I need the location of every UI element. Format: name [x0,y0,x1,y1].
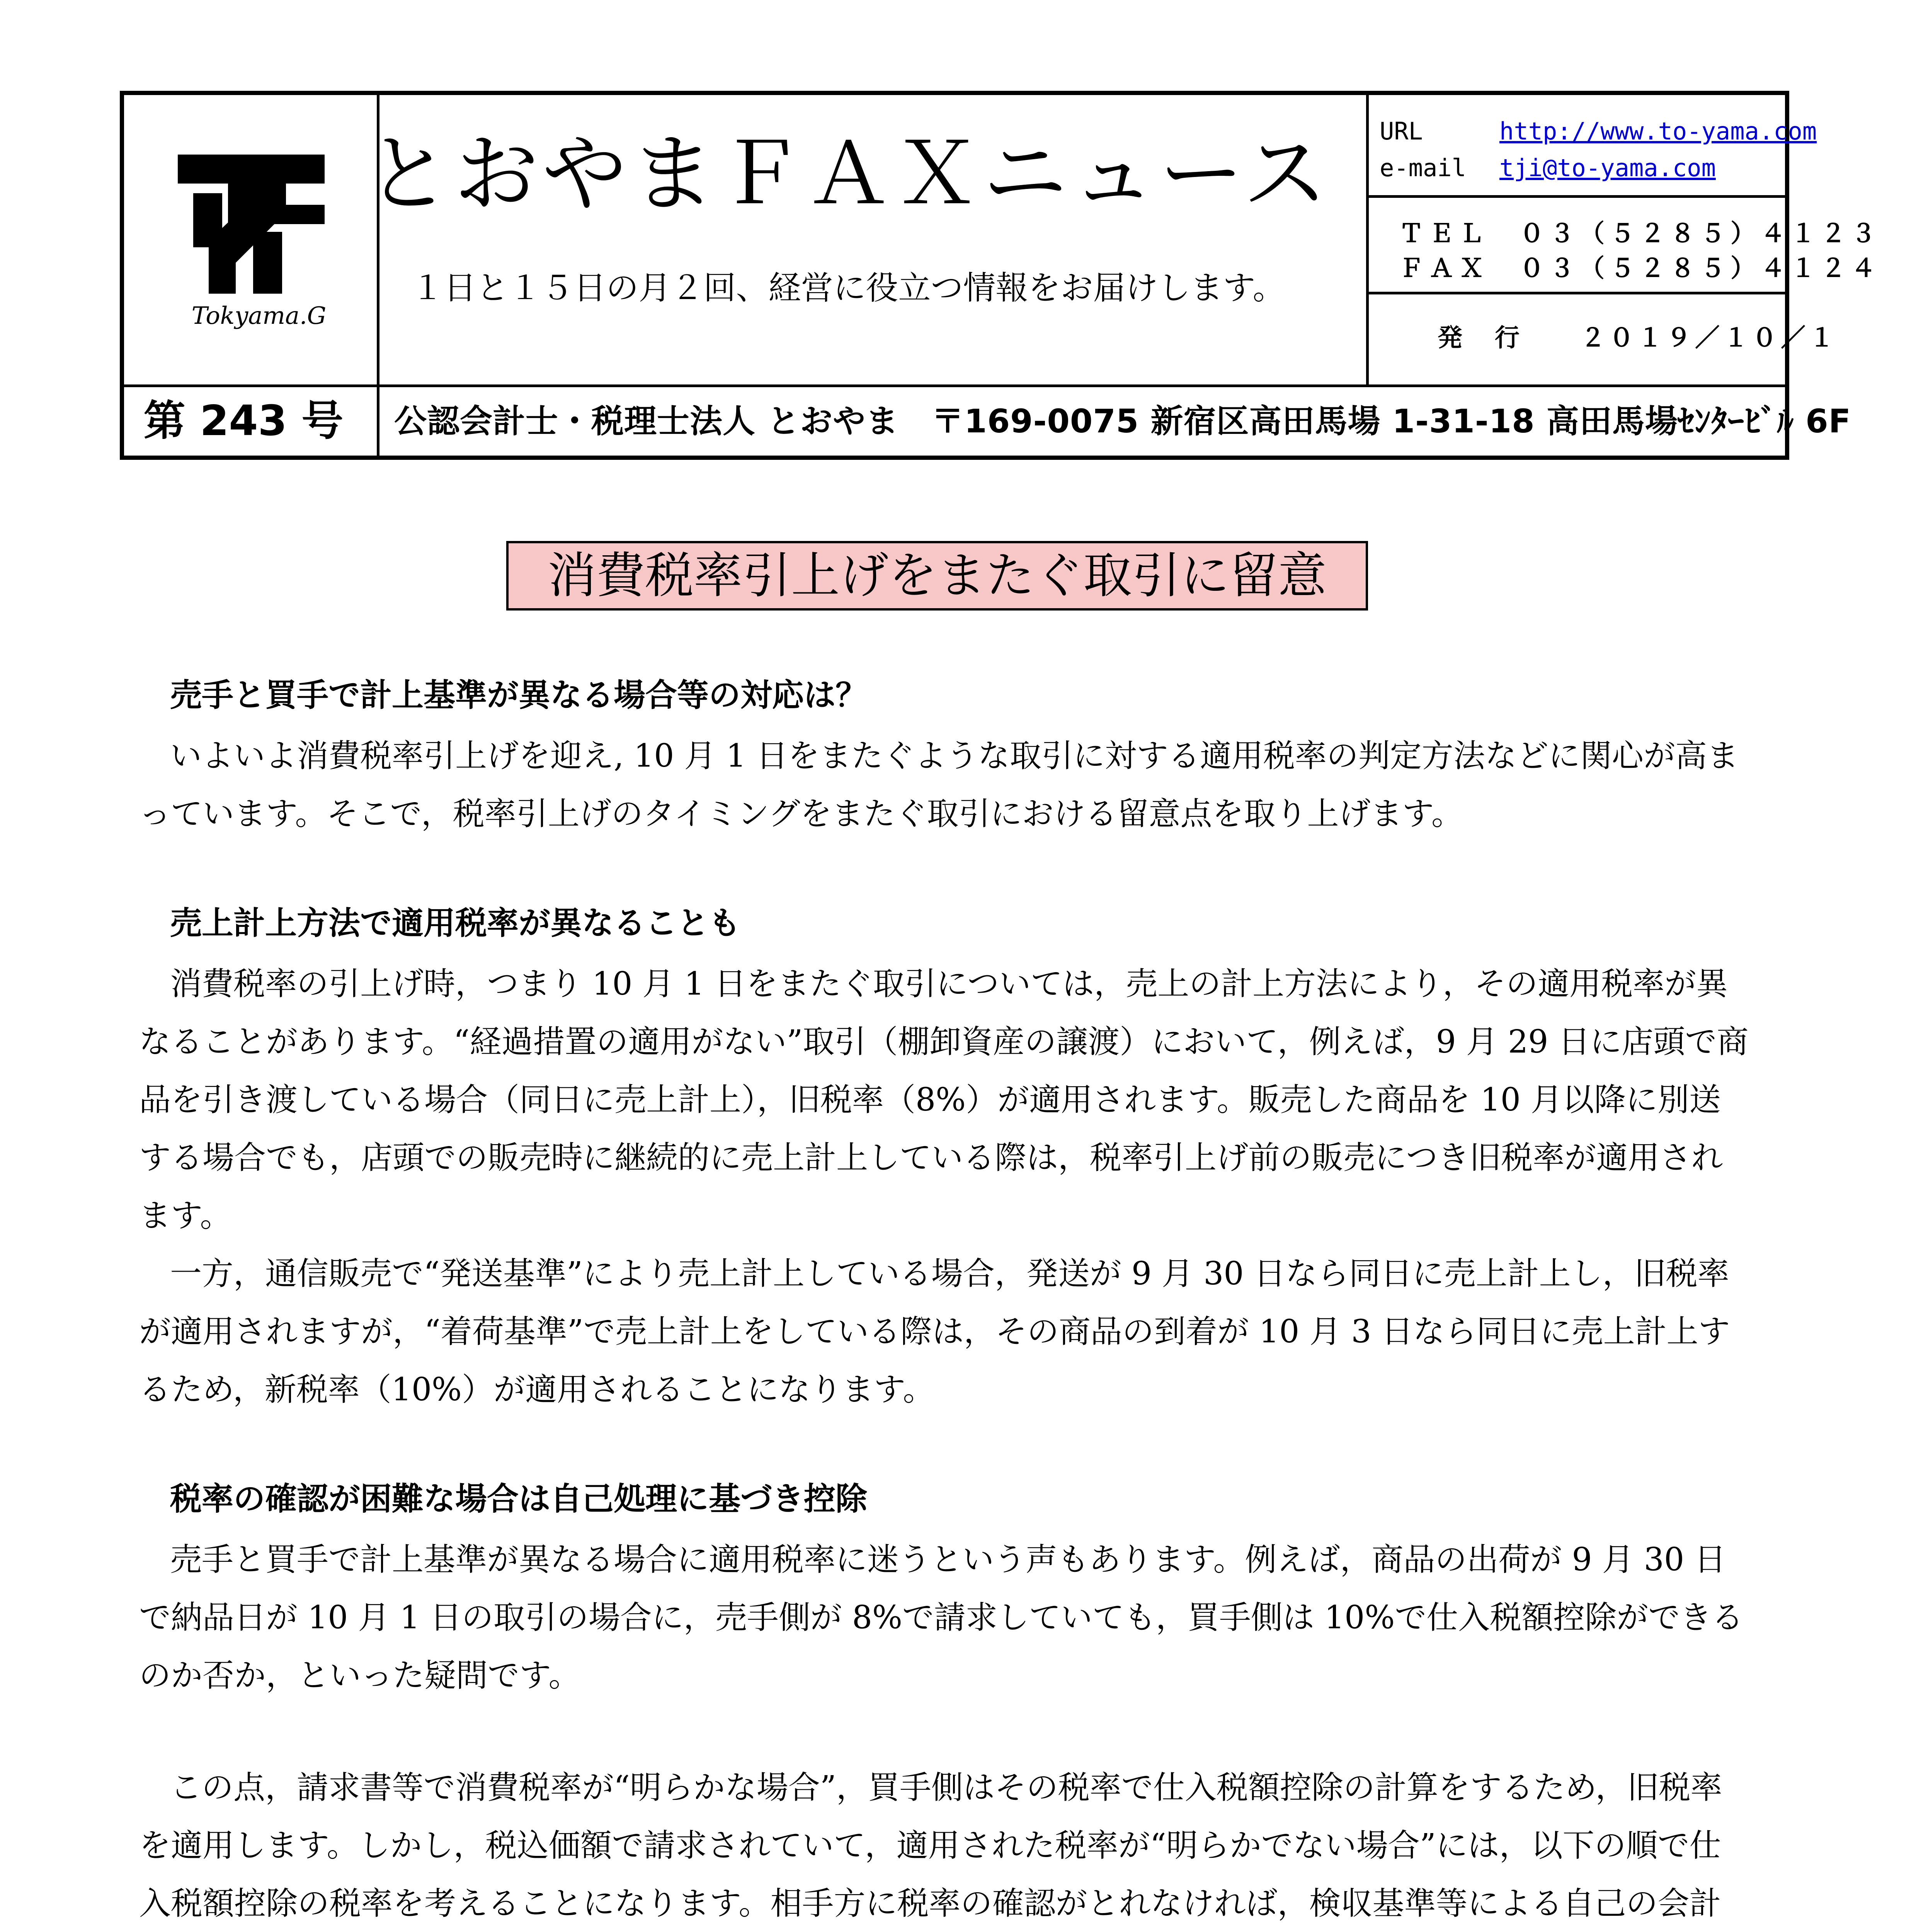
newsletter-subtitle: １日と１５日の月２回、経営に役立つ情報をお届けします。 [411,269,1285,307]
paragraph-line: で納品日が 10 月 1 日の取引の場合に，売手側が 8%で請求していても，買手側は 10%で仕入税額控除ができる [139,1599,1744,1636]
section-heading: 税率の確認が困難な場合は自己処理に基づき控除 [170,1481,868,1517]
url-label: URL [1380,117,1423,145]
fax-number: ＦＡＸ ０３（５２８５）４１２４ [1399,254,1881,283]
newsletter-title: とおやまＦＡＸニュース [366,124,1331,223]
section-heading: 売手と買手で計上基準が異なる場合等の対応は？ [170,677,868,714]
paragraph-line: いよいよ消費税率引上げを迎え, 10 月 1 日をまたぐような取引に対する適用税率の判定方法などに関心が高ま [170,738,1739,774]
header-tick [1422,195,1425,197]
paragraph-line: 入税額控除の税率を考えることになります。相手方に税率の確認がとれなければ，検収基準等による自己の会計 [139,1885,1721,1922]
issue-date: 発 行 ２０１９／１０／１ [1438,324,1838,352]
tel-number: ＴＥＬ ０３（５２８５）４１２３ [1399,219,1881,248]
paragraph-line: なることがあります。“経過措置の適用がない”取引（棚卸資産の譲渡）において，例えば，9 月 29 日に店頭で商 [139,1024,1749,1060]
paragraph-line: ます。 [139,1197,232,1234]
company-logo [170,147,332,340]
article-headline: 消費税率引上げをまたぐ取引に留意 [506,541,1368,611]
header-divider-contact [1366,93,1369,386]
section-heading: 売上計上方法で適用税率が異なることも [170,905,741,942]
paragraph-line: この点，請求書等で消費税率が“明らかな場合”，買手側はその税率で仕入税額控除の計算をするため，旧税率 [170,1769,1722,1806]
paragraph-line: 一方，通信販売で“発送基準”により売上計上している場合，発送が 9 月 30 日なら同日に売上計上し，旧税率 [170,1255,1729,1292]
paragraph-line: のか否か，といった疑問です。 [139,1657,580,1694]
firm-address: 公認会計士・税理士法人 とおやま 〒169-0075 新宿区高田馬場 1-31-18 高田馬場ｾﾝﾀｰﾋﾞﾙ 6F [394,402,1851,440]
logo-caption: Tokyama.G [191,301,327,330]
header-divider-bottom-row [122,384,1787,387]
paragraph-line: 消費税率の引上げ時，つまり 10 月 1 日をまたぐ取引については，売上の計上方法により，その適用税率が異 [170,966,1728,1002]
email-link[interactable]: tji@to-yama.com [1499,154,1716,182]
issue-number: 第 243 号 [143,397,344,445]
paragraph-line: を適用します。しかし，税込価額で請求されていて，適用された税率が“明らかでない場合”には，以下の順で仕 [139,1827,1721,1864]
paragraph-line: 品を引き渡している場合（同日に売上計上），旧税率（8%）が適用されます。販売した商品を 10 月以降に別送 [139,1082,1721,1118]
header-divider-url [1366,195,1787,198]
paragraph-line: が適用されますが，“着荷基準”で売上計上をしている際は，その商品の到着が 10 月 3 日なら同日に売上計上す [139,1313,1730,1350]
paragraph-line: 売手と買手で計上基準が異なる場合に適用税率に迷うという声もあります。例えば，商品の出荷が 9 月 30 日 [170,1541,1726,1578]
email-label: e-mail [1380,154,1466,182]
paragraph-line: する場合でも，店頭での販売時に継続的に売上計上している際は，税率引上げ前の販売につき旧税率が適用され [139,1139,1723,1176]
header-divider-phone [1366,292,1787,294]
paragraph-line: るため，新税率（10%）が適用されることになります。 [139,1371,935,1408]
url-link[interactable]: http://www.to-yama.com [1499,117,1817,145]
paragraph-line: っています。そこで，税率引上げのタイミングをまたぐ取引における留意点を取り上げます。 [139,796,1463,832]
